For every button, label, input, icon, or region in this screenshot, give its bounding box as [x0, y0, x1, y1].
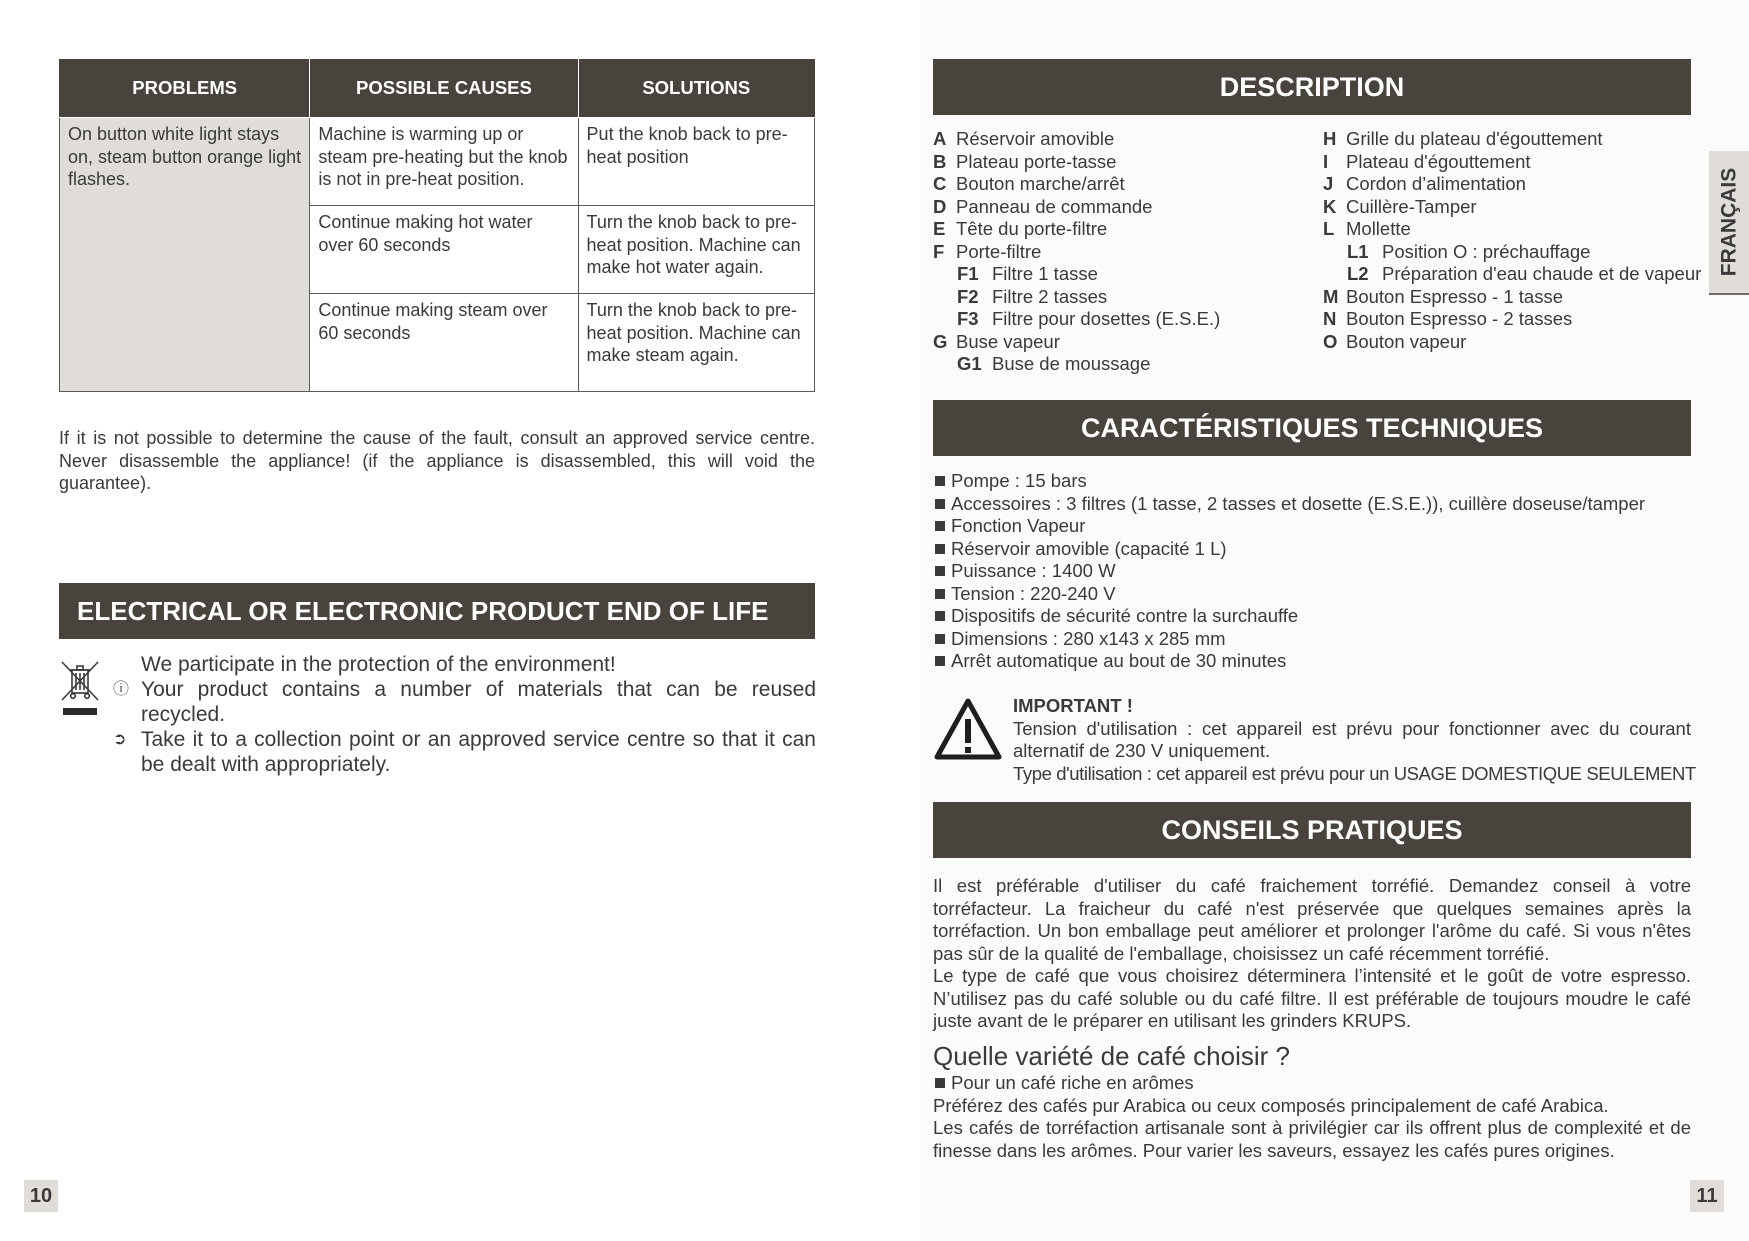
description-heading: DESCRIPTION	[933, 59, 1691, 115]
bullet-square-icon	[935, 656, 945, 666]
eol-list	[113, 652, 816, 777]
description-item-label: Bouton vapeur	[1346, 330, 1467, 352]
important-notice	[1013, 695, 1696, 785]
arrow-icon: ➲	[113, 731, 127, 748]
description-item-label: Cuillère-Tamper	[1346, 195, 1477, 217]
solution-cell: Turn the knob back to pre-heat position. Machine can make steam again.	[578, 294, 814, 392]
bullet-square-icon	[935, 544, 945, 554]
description-item	[933, 263, 1313, 286]
description-item-letter: F3	[957, 308, 979, 329]
description-item-letter: K	[1323, 195, 1337, 217]
tech-spec-item: Tension : 220-240 V	[933, 583, 1691, 606]
header-problems: PROBLEMS	[60, 60, 310, 118]
description-item	[933, 196, 1313, 219]
crossed-bin-icon	[59, 658, 101, 718]
description-item-label: Porte-filtre	[956, 240, 1042, 262]
bullet-square-icon	[935, 499, 945, 509]
bullet-square-icon	[935, 589, 945, 599]
table-row	[60, 118, 815, 206]
conseils-text	[933, 875, 1691, 1033]
paragraph: Préférez des cafés pur Arabica ou ceux composés principalement de café Arabica.	[933, 1094, 1609, 1116]
description-item-label: Plateau porte-tasse	[956, 150, 1117, 172]
paragraph: Le type de café que vous choisirez déterminera l’intensité et le goût de votre espresso. N’utilisez pas du café soluble ou du café filtre. Il est préférable de toujours moudre le café juste avant de le préparer en utilisant les grinders KRUPS.	[933, 965, 1691, 1031]
header-possible-causes: POSSIBLE CAUSES	[310, 60, 578, 118]
fault-note: If it is not possible to determine the cause of the fault, consult an approved service centre. Never disassemble the appliance! (if the appliance is disassembled, this will void the guarantee).	[59, 428, 815, 493]
solution-cell: Put the knob back to pre-heat position	[578, 118, 814, 206]
description-item-label: Filtre pour dosettes (E.S.E.)	[992, 308, 1221, 329]
paragraph: Il est préférable d'utiliser du café fraichement torréfié. Demandez conseil à votre torréfacteur. La fraicheur du café n'est préservée que quelques semaines après la torréfaction. Un bon emballage peut améliorer et prolonger l'arôme du café. Si vous n'êtes pas sûr de la qualité de l'emballage, choisissez un café récemment torréfié.	[933, 875, 1691, 964]
description-item-letter: J	[1323, 173, 1334, 194]
description-item-label: Plateau d'égouttement	[1346, 150, 1531, 172]
variety-heading: Quelle variété de café choisir ?	[933, 1041, 1290, 1071]
description-item	[1323, 128, 1703, 151]
paragraph: Les cafés de torréfaction artisanale sont à privilégier car ils offrent plus de complexité et de finesse dans les arômes. Pour varier les saveurs, essayez les cafés pures origines.	[933, 1117, 1691, 1161]
description-item-letter: D	[933, 195, 947, 217]
list-item: ➲ Take it to a collection point or an approved service centre so that it can be dealt with appropriately.	[113, 728, 816, 776]
description-item-letter: L1	[1347, 240, 1369, 262]
description-item	[933, 331, 1313, 354]
variety-text	[933, 1072, 1691, 1162]
description-item-letter: M	[1323, 285, 1339, 307]
description-item	[1323, 308, 1703, 331]
description-item-letter: F1	[957, 263, 979, 284]
description-item-label: Buse vapeur	[956, 330, 1060, 352]
tech-spec-list	[933, 470, 1691, 673]
tech-spec-item: Accessoires : 3 filtres (1 tasse, 2 tasses et dosette (E.S.E.)), cuillère doseuse/tamper	[933, 493, 1691, 516]
list-item: Pour un café riche en arômes	[933, 1072, 1691, 1095]
bullet-square-icon	[935, 1078, 945, 1088]
description-item-letter: I	[1323, 150, 1329, 172]
description-column-1	[933, 128, 1313, 376]
description-item	[1323, 263, 1703, 286]
description-item	[933, 353, 1313, 376]
description-item-letter: F	[933, 240, 945, 262]
cause-cell: Continue making steam over 60 seconds	[310, 294, 578, 392]
warning-icon	[933, 697, 1003, 761]
language-tab-label: FRANÇAIS	[1717, 167, 1740, 277]
table-header-row	[60, 60, 815, 118]
page-number: 10	[24, 1180, 58, 1212]
description-item-letter: N	[1323, 308, 1337, 329]
description-item-label: Bouton Espresso - 2 tasses	[1346, 308, 1573, 329]
description-item-label: Cordon d’alimentation	[1346, 173, 1526, 194]
description-item-label: Buse de moussage	[992, 353, 1151, 374]
header-solutions: SOLUTIONS	[578, 60, 814, 118]
description-item-letter: L	[1323, 218, 1335, 239]
description-item-label: Mollette	[1346, 218, 1411, 239]
description-item	[933, 173, 1313, 196]
description-item-letter: O	[1323, 330, 1338, 352]
description-item	[1323, 151, 1703, 174]
description-item-label: Filtre 1 tasse	[992, 263, 1098, 284]
description-column-2	[1323, 128, 1703, 353]
cause-cell: Continue making hot water over 60 seconds	[310, 206, 578, 294]
description-item-letter: G1	[957, 353, 982, 374]
eol-heading: ELECTRICAL OR ELECTRONIC PRODUCT END OF LIFE	[59, 583, 815, 639]
description-item-label: Filtre 2 tasses	[992, 285, 1108, 307]
tech-spec-item: Puissance : 1400 W	[933, 560, 1691, 583]
description-item	[1323, 173, 1703, 196]
tech-spec-item: Fonction Vapeur	[933, 515, 1691, 538]
tech-spec-item: Dimensions : 280 x143 x 285 mm	[933, 628, 1691, 651]
description-item-label: Grille du plateau d'égouttement	[1346, 128, 1603, 149]
description-item	[933, 151, 1313, 174]
important-text: Tension d'utilisation : cet appareil est prévu pour fonctionner avec du courant alternatif de 230 V uniquement.	[1013, 717, 1691, 761]
description-item-label: Bouton marche/arrêt	[956, 173, 1125, 194]
list-item: ⓘ Your product contains a number of materials that can be reused recycled.	[113, 678, 816, 726]
description-item	[933, 218, 1313, 241]
tech-spec-item: Réservoir amovible (capacité 1 L)	[933, 538, 1691, 561]
description-item	[933, 241, 1313, 264]
description-item	[1323, 196, 1703, 219]
important-text: Type d'utilisation : cet appareil est prévu pour un USAGE DOMESTIQUE SEULEMENT	[1013, 762, 1696, 784]
description-item-letter: A	[933, 128, 947, 149]
page-number: 11	[1690, 1180, 1724, 1212]
troubleshooting-table	[59, 59, 815, 392]
bullet-square-icon	[935, 566, 945, 576]
tech-heading: CARACTÉRISTIQUES TECHNIQUES	[933, 400, 1691, 456]
description-item	[933, 128, 1313, 151]
description-item	[933, 286, 1313, 309]
bullet-square-icon	[935, 611, 945, 621]
description-item-label: Tête du porte-filtre	[956, 218, 1108, 239]
description-item-letter: L2	[1347, 263, 1369, 284]
description-item-letter: E	[933, 218, 946, 239]
list-item: We participate in the protection of the environment!	[141, 653, 616, 676]
description-item	[1323, 331, 1703, 354]
bullet-square-icon	[935, 521, 945, 531]
description-item-label: Réservoir amovible	[956, 128, 1115, 149]
description-item-label: Position O : préchauffage	[1382, 240, 1591, 262]
description-item-letter: H	[1323, 128, 1337, 149]
important-title: IMPORTANT !	[1013, 695, 1133, 716]
description-item	[1323, 218, 1703, 241]
description-item-letter: C	[933, 173, 947, 194]
description-item-label: Panneau de commande	[956, 195, 1153, 217]
problem-cell: On button white light stays on, steam button orange light flashes.	[60, 118, 310, 392]
cause-cell: Machine is warming up or steam pre-heating but the knob is not in pre-heat position.	[310, 118, 578, 206]
description-item-letter: B	[933, 150, 947, 172]
tech-spec-item: Dispositifs de sécurité contre la surchauffe	[933, 605, 1691, 628]
conseils-heading: CONSEILS PRATIQUES	[933, 802, 1691, 858]
description-item-letter: F2	[957, 285, 979, 307]
description-item	[933, 308, 1313, 331]
description-item	[1323, 286, 1703, 309]
tech-spec-item: Arrêt automatique au bout de 30 minutes	[933, 650, 1691, 673]
right-page	[920, 0, 1749, 1241]
solution-cell: Turn the knob back to pre-heat position. Machine can make hot water again.	[578, 206, 814, 294]
left-page	[0, 0, 874, 1241]
description-item-label: Préparation d'eau chaude et de vapeur	[1382, 263, 1702, 284]
description-item-label: Bouton Espresso - 1 tasse	[1346, 285, 1563, 307]
info-icon: ⓘ	[113, 681, 130, 698]
description-item-letter: G	[933, 330, 948, 352]
language-tab	[1709, 151, 1749, 295]
tech-spec-item: Pompe : 15 bars	[933, 470, 1691, 493]
bullet-square-icon	[935, 634, 945, 644]
bullet-square-icon	[935, 476, 945, 486]
description-item	[1323, 241, 1703, 264]
